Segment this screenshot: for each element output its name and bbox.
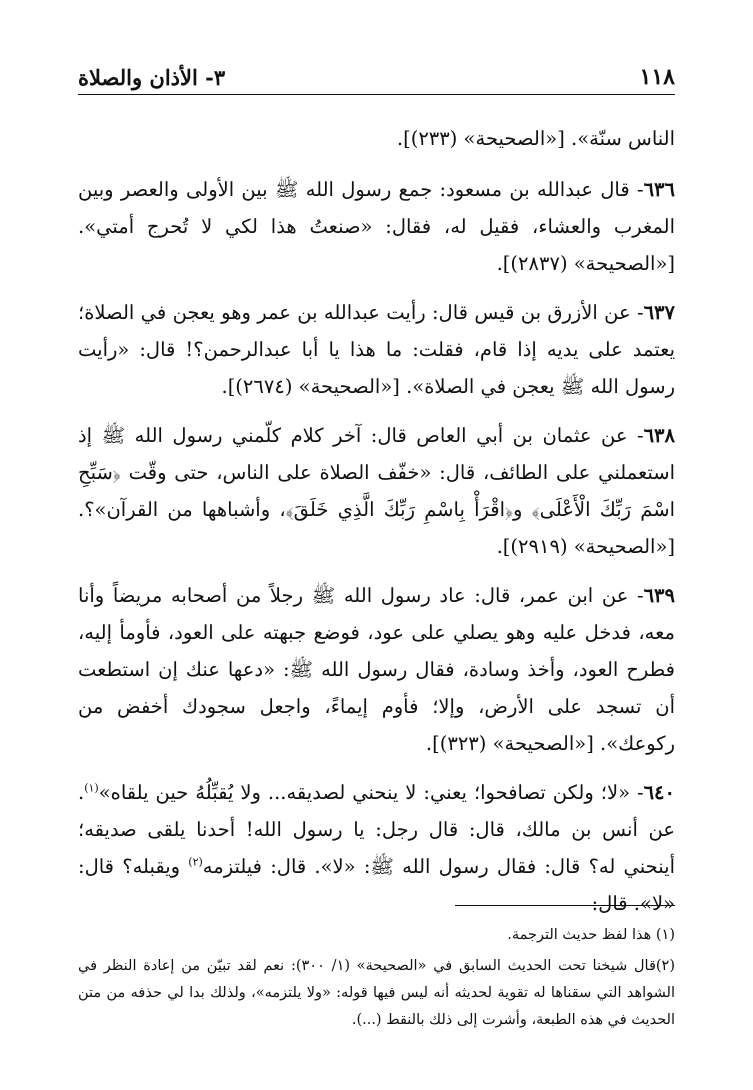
paragraph-text-end: ويقبله؟ قال: «لا». قال: bbox=[78, 855, 675, 915]
paragraph-text: - عن ابن عمر، قال: عاد رسول الله ﷺ رجلاً من أصحابه مريضاً وأنا معه، فدخل عليه وهو يصلي على عود، فوضع جبهته على العود، فأومأ إليه، فطرح العود، وأخذ وسادة، فقال رسول الله ﷺ: «دعها عنك إن استطعت أن تسجد على الأرض، وإلا؛ فأوم إيماءً، واجعل سجودك أخفض من ركوعك». [«الصحيحة» (٣٢٣)]. bbox=[78, 584, 675, 755]
hadith-number: ٦٣٧ bbox=[643, 301, 675, 324]
paragraph-text: - قال عبدالله بن مسعود: جمع رسول الله ﷺ بين الأولى والعصر وبين المغرب والعشاء، فقيل له، فقال: «صنعتُ هذا لكي لا تُحرج أمتي». [«الصحيحة» (٢٨٣٧)]. bbox=[78, 178, 675, 275]
hadith-639 bbox=[78, 577, 675, 762]
footnote-divider bbox=[455, 905, 675, 906]
page-number: ١١٨ bbox=[639, 64, 675, 90]
chapter-title: ٣- الأذان والصلاة bbox=[78, 65, 226, 90]
main-text bbox=[78, 120, 675, 934]
paragraph-continuation bbox=[78, 120, 675, 157]
hadith-638 bbox=[78, 417, 675, 565]
paragraph-text: - «لا؛ ولكن تصافحوا؛ يعني: لا ينحني لصديقه... ولا يُقبِّلُهُ حين يلقاه» bbox=[98, 781, 644, 804]
hadith-637 bbox=[78, 294, 675, 405]
footnote-1: (١) هذا لفظ حديث الترجمة. bbox=[507, 927, 675, 943]
paragraph-text: - عن الأزرق بن قيس قال: رأيت عبدالله بن عمر وهو يعجن في الصلاة؛ يعتمد على يديه إذا قام، فقلت: ما هذا يا أبا عبدالرحمن؟! قال: «رأيت رسول الله ﷺ يعجن في الصلاة». [«الصحيحة» (٢٦٧٤)]. bbox=[78, 301, 675, 398]
hadith-number: ٦٣٦ bbox=[643, 178, 675, 201]
hadith-640 bbox=[78, 774, 675, 922]
footnote-ref-1: (١) bbox=[84, 781, 99, 795]
page-header bbox=[78, 54, 675, 95]
hadith-number: ٦٤٠ bbox=[643, 781, 675, 804]
footnote-2: (٢)قال شيخنا تحت الحديث السابق في «الصحيحة» (١/ ٣٠٠): نعم لقد تبيّن من إعادة النظر في الشواهد التي سقناها له تقوية لحديثه أنه ليس فيها قوله: «ولا يلتزمه»، ولذلك بدا لي حذفه من متن الحديث في هذه الطبعة، وأشرت إلى ذلك بالنقط (...). bbox=[78, 958, 676, 1028]
hadith-number: ٦٣٩ bbox=[643, 584, 675, 607]
paragraph-text: الناس سنّة». [«الصحيحة» (٢٣٣)]. bbox=[396, 127, 675, 150]
hadith-636 bbox=[78, 171, 675, 282]
hadith-number: ٦٣٨ bbox=[643, 424, 675, 447]
paragraph-text: - عن عثمان بن أبي العاص قال: آخر كلام كلّمني رسول الله ﷺ إذ استعملني على الطائف، قال: «خفّف الصلاة على الناس، حتى وقّت ﴿سَبِّحِ اسْمَ رَبِّكَ الْأَعْلَى﴾ و﴿اقْرَأْ بِاسْمِ رَبِّكَ الَّذِي خَلَقَ﴾، وأشباهها من القرآن»؟. [«الصحيحة» (٢٩١٩)]. bbox=[78, 424, 675, 558]
paragraph-text-continued: . عن أنس بن مالك، قال: قال رجل: يا رسول الله! أحدنا يلقى صديقه؛ أينحني له؟ قال: فقال رسول الله ﷺ: «لا». قال: فيلتزمه bbox=[78, 781, 675, 878]
footnote-ref-2: (٢) bbox=[188, 855, 203, 869]
footnotes bbox=[78, 922, 675, 1038]
